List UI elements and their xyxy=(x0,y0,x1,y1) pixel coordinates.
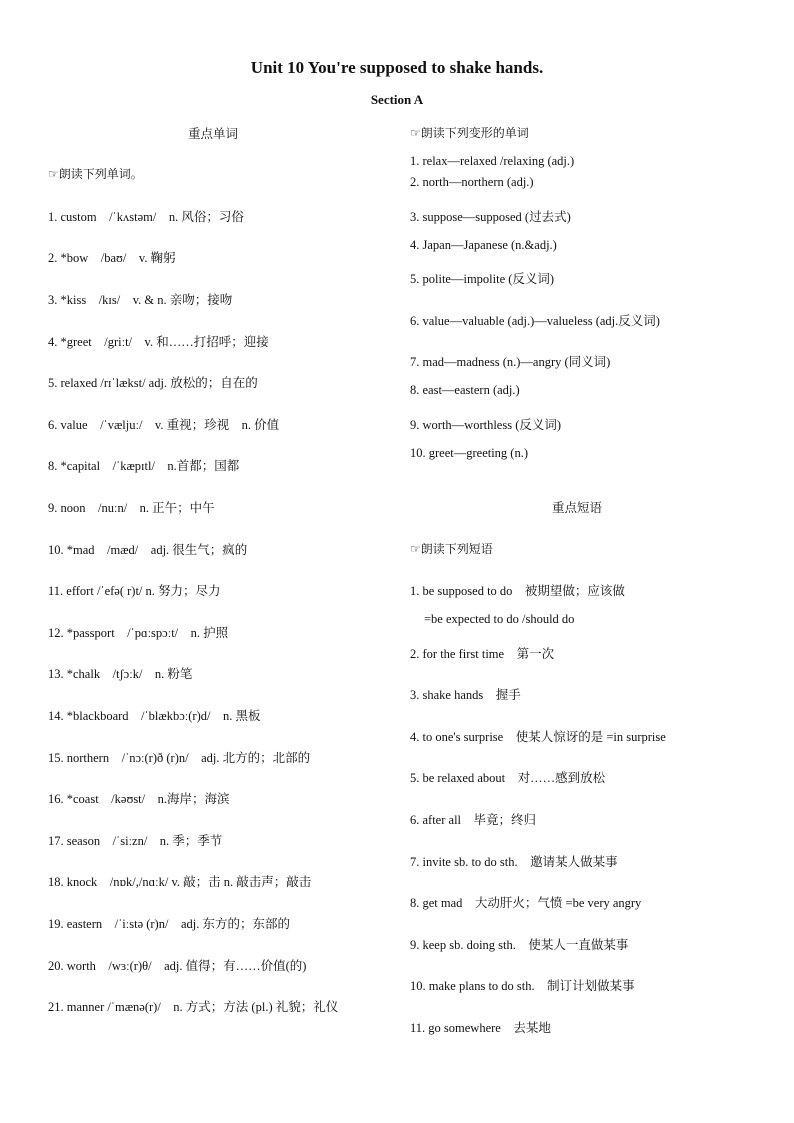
word-item: 20. worth /wɜː(r)θ/ adj. 值得；有……价值(的) xyxy=(48,959,307,973)
phrase-item: =be expected to do /should do xyxy=(424,612,575,626)
word-form-item: 5. polite—impolite (反义词) xyxy=(410,272,555,286)
phrase-item: 9. keep sb. doing sth. 使某人一直做某事 xyxy=(410,938,629,952)
word-form-item: 8. east—eastern (adj.) xyxy=(410,383,520,397)
phrase-item: 1. be supposed to do 被期望做；应该做 xyxy=(410,584,625,598)
phrase-item: 11. go somewhere 去某地 xyxy=(410,1021,551,1035)
word-item: 16. *coast /kəʊst/ n.海岸；海滨 xyxy=(48,792,230,806)
word-item: 17. season /ˈsiːzn/ n. 季；季节 xyxy=(48,834,223,848)
read-forms-prompt: ☞朗读下列变形的单词 xyxy=(410,126,529,140)
phrase-item: 10. make plans to do sth. 制订计划做某事 xyxy=(410,979,635,993)
word-item: 12. *passport /ˈpɑːspɔːt/ n. 护照 xyxy=(48,626,229,640)
word-item: 14. *blackboard /ˈblækbɔː(r)d/ n. 黑板 xyxy=(48,709,261,723)
word-item: 18. knock /nɒk/,/nɑːk/ v. 敲；击 n. 敲击声；敲击 xyxy=(48,875,312,889)
word-item: 9. noon /nuːn/ n. 正午；中午 xyxy=(48,501,215,515)
section-label: Section A xyxy=(370,92,424,107)
key-phrases-heading: 重点短语 xyxy=(552,500,603,515)
phrase-item: 6. after all 毕竟；终归 xyxy=(410,813,537,827)
word-item: 21. manner /ˈmænə(r)/ n. 方式；方法 (pl.) 礼貌；礼仪 xyxy=(48,1000,339,1014)
phrase-item: 2. for the first time 第一次 xyxy=(410,647,555,661)
word-item: 4. *greet /griːt/ v. 和……打招呼；迎接 xyxy=(48,335,269,349)
word-form-item: 6. value—valuable (adj.)—valueless (adj.反义词) xyxy=(410,314,660,328)
word-form-item: 4. Japan—Japanese (n.&adj.) xyxy=(410,238,557,252)
phrase-item: 4. to one's surprise 使某人惊讶的是 =in surprise xyxy=(410,730,666,744)
read-phrases-prompt: ☞朗读下列短语 xyxy=(410,542,493,556)
phrase-item: 7. invite sb. to do sth. 邀请某人做某事 xyxy=(410,855,618,869)
word-item: 19. eastern /ˈiːstə (r)n/ adj. 东方的；东部的 xyxy=(48,917,290,931)
word-item: 10. *mad /mæd/ adj. 很生气；疯的 xyxy=(48,543,248,557)
word-item: 11. effort /ˈefə( r)t/ n. 努力；尽力 xyxy=(48,584,221,598)
phrase-item: 3. shake hands 握手 xyxy=(410,688,521,702)
read-words-prompt: ☞朗读下列单词。 xyxy=(48,167,143,181)
word-item: 6. value /ˈvæljuː/ v. 重视；珍视 n. 价值 xyxy=(48,418,280,432)
phrase-item: 5. be relaxed about 对……感到放松 xyxy=(410,771,606,785)
word-item: 13. *chalk /tʃɔːk/ n. 粉笔 xyxy=(48,667,193,681)
word-form-item: 1. relax—relaxed /relaxing (adj.) xyxy=(410,154,575,168)
phrase-item: 8. get mad 大动肝火；气愤 =be very angry xyxy=(410,896,642,910)
word-form-item: 7. mad—madness (n.)—angry (同义词) xyxy=(410,355,611,369)
pointing-hand-icon: ☞ xyxy=(48,167,59,181)
word-item: 2. *bow /baʊ/ v. 鞠躬 xyxy=(48,251,176,265)
word-form-item: 9. worth—worthless (反义词) xyxy=(410,418,562,432)
word-item: 5. relaxed /rɪˈlækst/ adj. 放松的；自在的 xyxy=(48,376,258,390)
word-item: 15. northern /ˈnɔː(r)ð (r)n/ adj. 北方的；北部的 xyxy=(48,751,311,765)
word-item: 8. *capital /ˈkæpɪtl/ n.首都；国都 xyxy=(48,459,240,473)
word-item: 1. custom /ˈkʌstəm/ n. 风俗；习俗 xyxy=(48,210,244,224)
word-form-item: 3. suppose—supposed (过去式) xyxy=(410,210,571,224)
word-item: 3. *kiss /kɪs/ v. & n. 亲吻；接吻 xyxy=(48,293,233,307)
key-words-heading: 重点单词 xyxy=(188,126,239,141)
word-form-item: 2. north—northern (adj.) xyxy=(410,175,534,189)
page-title: Unit 10 You're supposed to shake hands. xyxy=(250,58,544,77)
word-form-item: 10. greet—greeting (n.) xyxy=(410,446,529,460)
pointing-hand-icon: ☞ xyxy=(410,126,421,140)
pointing-hand-icon: ☞ xyxy=(410,542,421,556)
